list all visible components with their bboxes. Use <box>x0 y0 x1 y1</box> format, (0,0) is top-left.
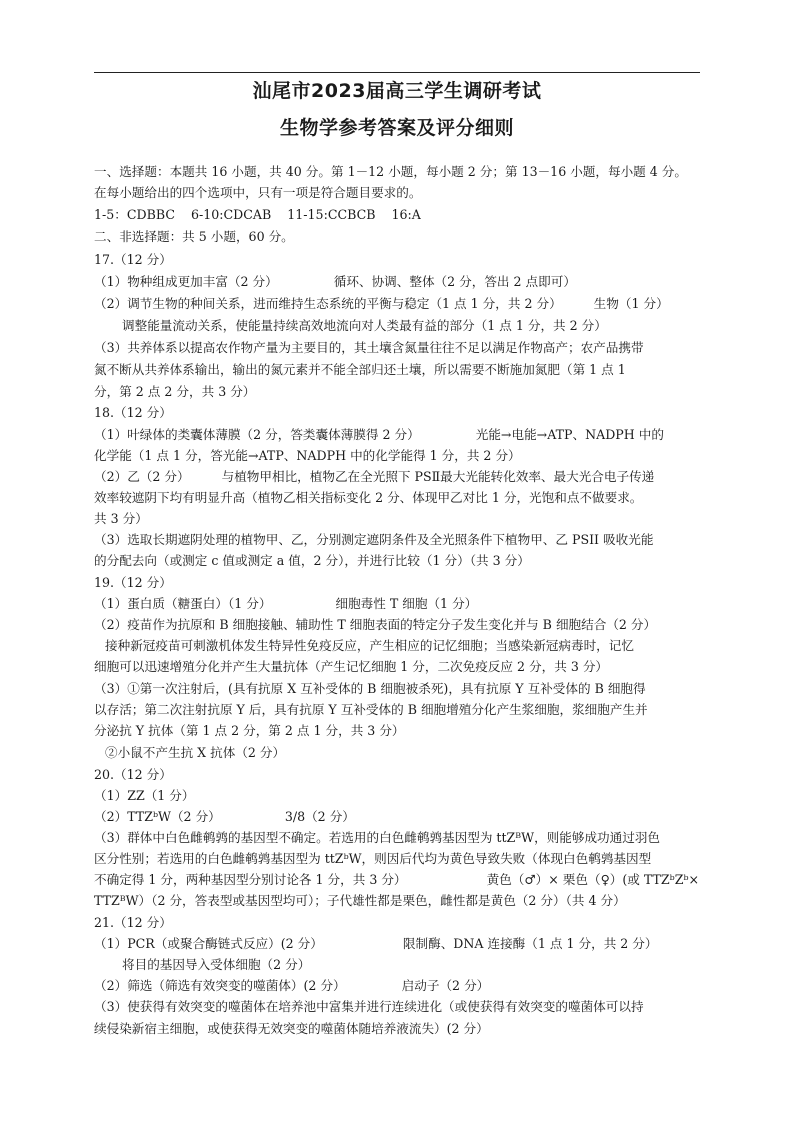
question-heading: 17.（12 分） <box>94 252 172 267</box>
text-line: 不确定得 1 分，两种基因型分别讨论各 1 分，共 3 分） 黄色（♂）× 栗色（♀）(或 TTZᵇZᵇ× <box>94 872 700 887</box>
text-line: 将目的基因导入受体细胞（2 分） <box>122 957 311 972</box>
text-line: 共 3 分） <box>94 511 148 526</box>
text-line: ②小鼠不产生抗 X 抗体（2 分） <box>105 745 286 760</box>
text-line: 二、非选择题：共 5 小题，60 分。 <box>94 229 294 244</box>
text-line: 效率较遮阴下均有明显升高（植物乙相关指标变化 2 分、体现甲乙对比 1 分，光饱和点不做要求。 <box>94 490 643 505</box>
text-line: 续侵染新宿主细胞，或使获得无效突变的噬菌体随培养液流失）(2 分） <box>94 1021 489 1036</box>
text-line: （3）选取长期遮阴处理的植物甲、乙，分别测定遮阴条件及全光照条件下植物甲、乙 PSII 吸收光能 <box>94 532 654 547</box>
text-line: 接种新冠疫苗可刺激机体发生特异性免疫反应，产生相应的记忆细胞；当感染新冠病毒时，记忆 <box>105 638 634 653</box>
text-line: （2）疫苗作为抗原和 B 细胞接触、辅助性 T 细胞表面的特定分子发生变化并与 B 细胞结合（2 分） <box>94 617 657 632</box>
text-line: （3）群体中白色雌鹌鹑的基因型不确定。若选用的白色雌鹌鹑基因型为 ttZᴮW，则能够成功通过羽色 <box>94 830 661 845</box>
text-line: （2）筛选（筛选有效突变的噬菌体）(2 分） 启动子（2 分） <box>94 978 490 993</box>
text-line: （3）共养体系以提高农作物产量为主要目的，其土壤含氮量往往不足以满足作物高产；农产品携带 <box>94 340 644 355</box>
text-line: （2）乙（2 分） 与植物甲相比，植物乙在全光照下 PSⅡ最大光能转化效率、最大光合电子传递 <box>94 469 655 484</box>
page-title: 汕尾市2023届高三学生调研考试 <box>252 80 542 102</box>
text-line: 1-5：CDBBC 6-10:CDCAB 11-15:CCBCB 16:A <box>94 207 421 222</box>
text-line: 以存活；第二次注射抗原 Y 后，具有抗原 Y 互补受体的 B 细胞增殖分化产生浆细胞，浆细胞产生并 <box>94 702 648 717</box>
page-subtitle: 生物学参考答案及评分细则 <box>279 117 514 139</box>
text-line: 的分配去向（或测定 c 值或测定 a 值，2 分），并进行比较（1 分）（共 3 分） <box>94 553 530 568</box>
text-line: 在每小题给出的四个选项中，只有一项是符合题目要求的。 <box>94 185 422 200</box>
text-line: 分泌抗 Y 抗体（第 1 点 2 分，第 2 点 1 分，共 3 分） <box>94 723 405 738</box>
text-line: 调整能量流动关系，使能量持续高效地流向对人类最有益的部分（1 点 1 分，共 2 分） <box>122 318 607 333</box>
text-line: （2）调节生物的种间关系，进而维持生态系统的平衡与稳定（1 点 1 分，共 2 分） 生物（1 分） <box>94 296 669 311</box>
question-heading: 18.（12 分） <box>94 405 172 420</box>
text-line: （1）PCR（或聚合酶链式反应）(2 分） 限制酶、DNA 连接酶（1 点 1 分，共 2 分） <box>94 936 658 951</box>
text-line: （2）TTZᵇW（2 分） 3/8（2 分） <box>94 809 355 824</box>
text-line: （3）使获得有效突变的噬菌体在培养池中富集并进行连续进化（或使获得有效突变的噬菌体可以持 <box>94 999 644 1014</box>
header-rule <box>94 72 700 73</box>
text-line: 氮不断从共养体系输出，输出的氮元素并不能全部归还土壤，所以需要不断施加氮肥（第 1 点 1 <box>94 362 626 377</box>
text-line: TTZᴮW）（2 分，答表型或基因型均可）；子代雄性都是栗色，雌性都是黄色（2 分）（共 4 分） <box>94 893 626 908</box>
text-line: 区分性别；若选用的白色雌鹌鹑基因型为 ttZᵇW，则因后代均为黄色导致失败（体现白色鹌鹑基因型 <box>94 851 652 866</box>
question-heading: 20.（12 分） <box>94 767 172 782</box>
text-line: （1）蛋白质（糖蛋白）（1 分） 细胞毒性 T 细胞（1 分） <box>94 596 478 611</box>
question-heading: 19.（12 分） <box>94 575 172 590</box>
text-line: 化学能（1 点 1 分，答光能→ATP、NADPH 中的化学能得 1 分，共 2 分） <box>94 448 521 463</box>
question-heading: 21.（12 分） <box>94 915 172 930</box>
text-line: （1）叶绿体的类囊体薄膜（2 分，答类囊体薄膜得 2 分） 光能→电能→ATP、NADPH 中的 <box>94 427 664 442</box>
text-line: （1）物种组成更加丰富（2 分） 循环、协调、整体（2 分，答出 2 点即可） <box>94 274 576 289</box>
text-line: 一、选择题：本题共 16 小题，共 40 分。第 1－12 小题，每小题 2 分；第 13－16 小题，每小题 4 分。 <box>94 164 687 179</box>
text-line: （1）ZZ（1 分） <box>94 788 195 803</box>
text-line: 分，第 2 点 2 分，共 3 分） <box>94 384 256 399</box>
text-line: 细胞可以迅速增殖分化并产生大量抗体（产生记忆细胞 1 分，二次免疫反应 2 分，共 3 分） <box>94 659 609 674</box>
text-line: （3）①第一次注射后，(具有抗原 X 互补受体的 B 细胞被杀死)，具有抗原 Y 互补受体的 B 细胞得 <box>94 681 646 696</box>
